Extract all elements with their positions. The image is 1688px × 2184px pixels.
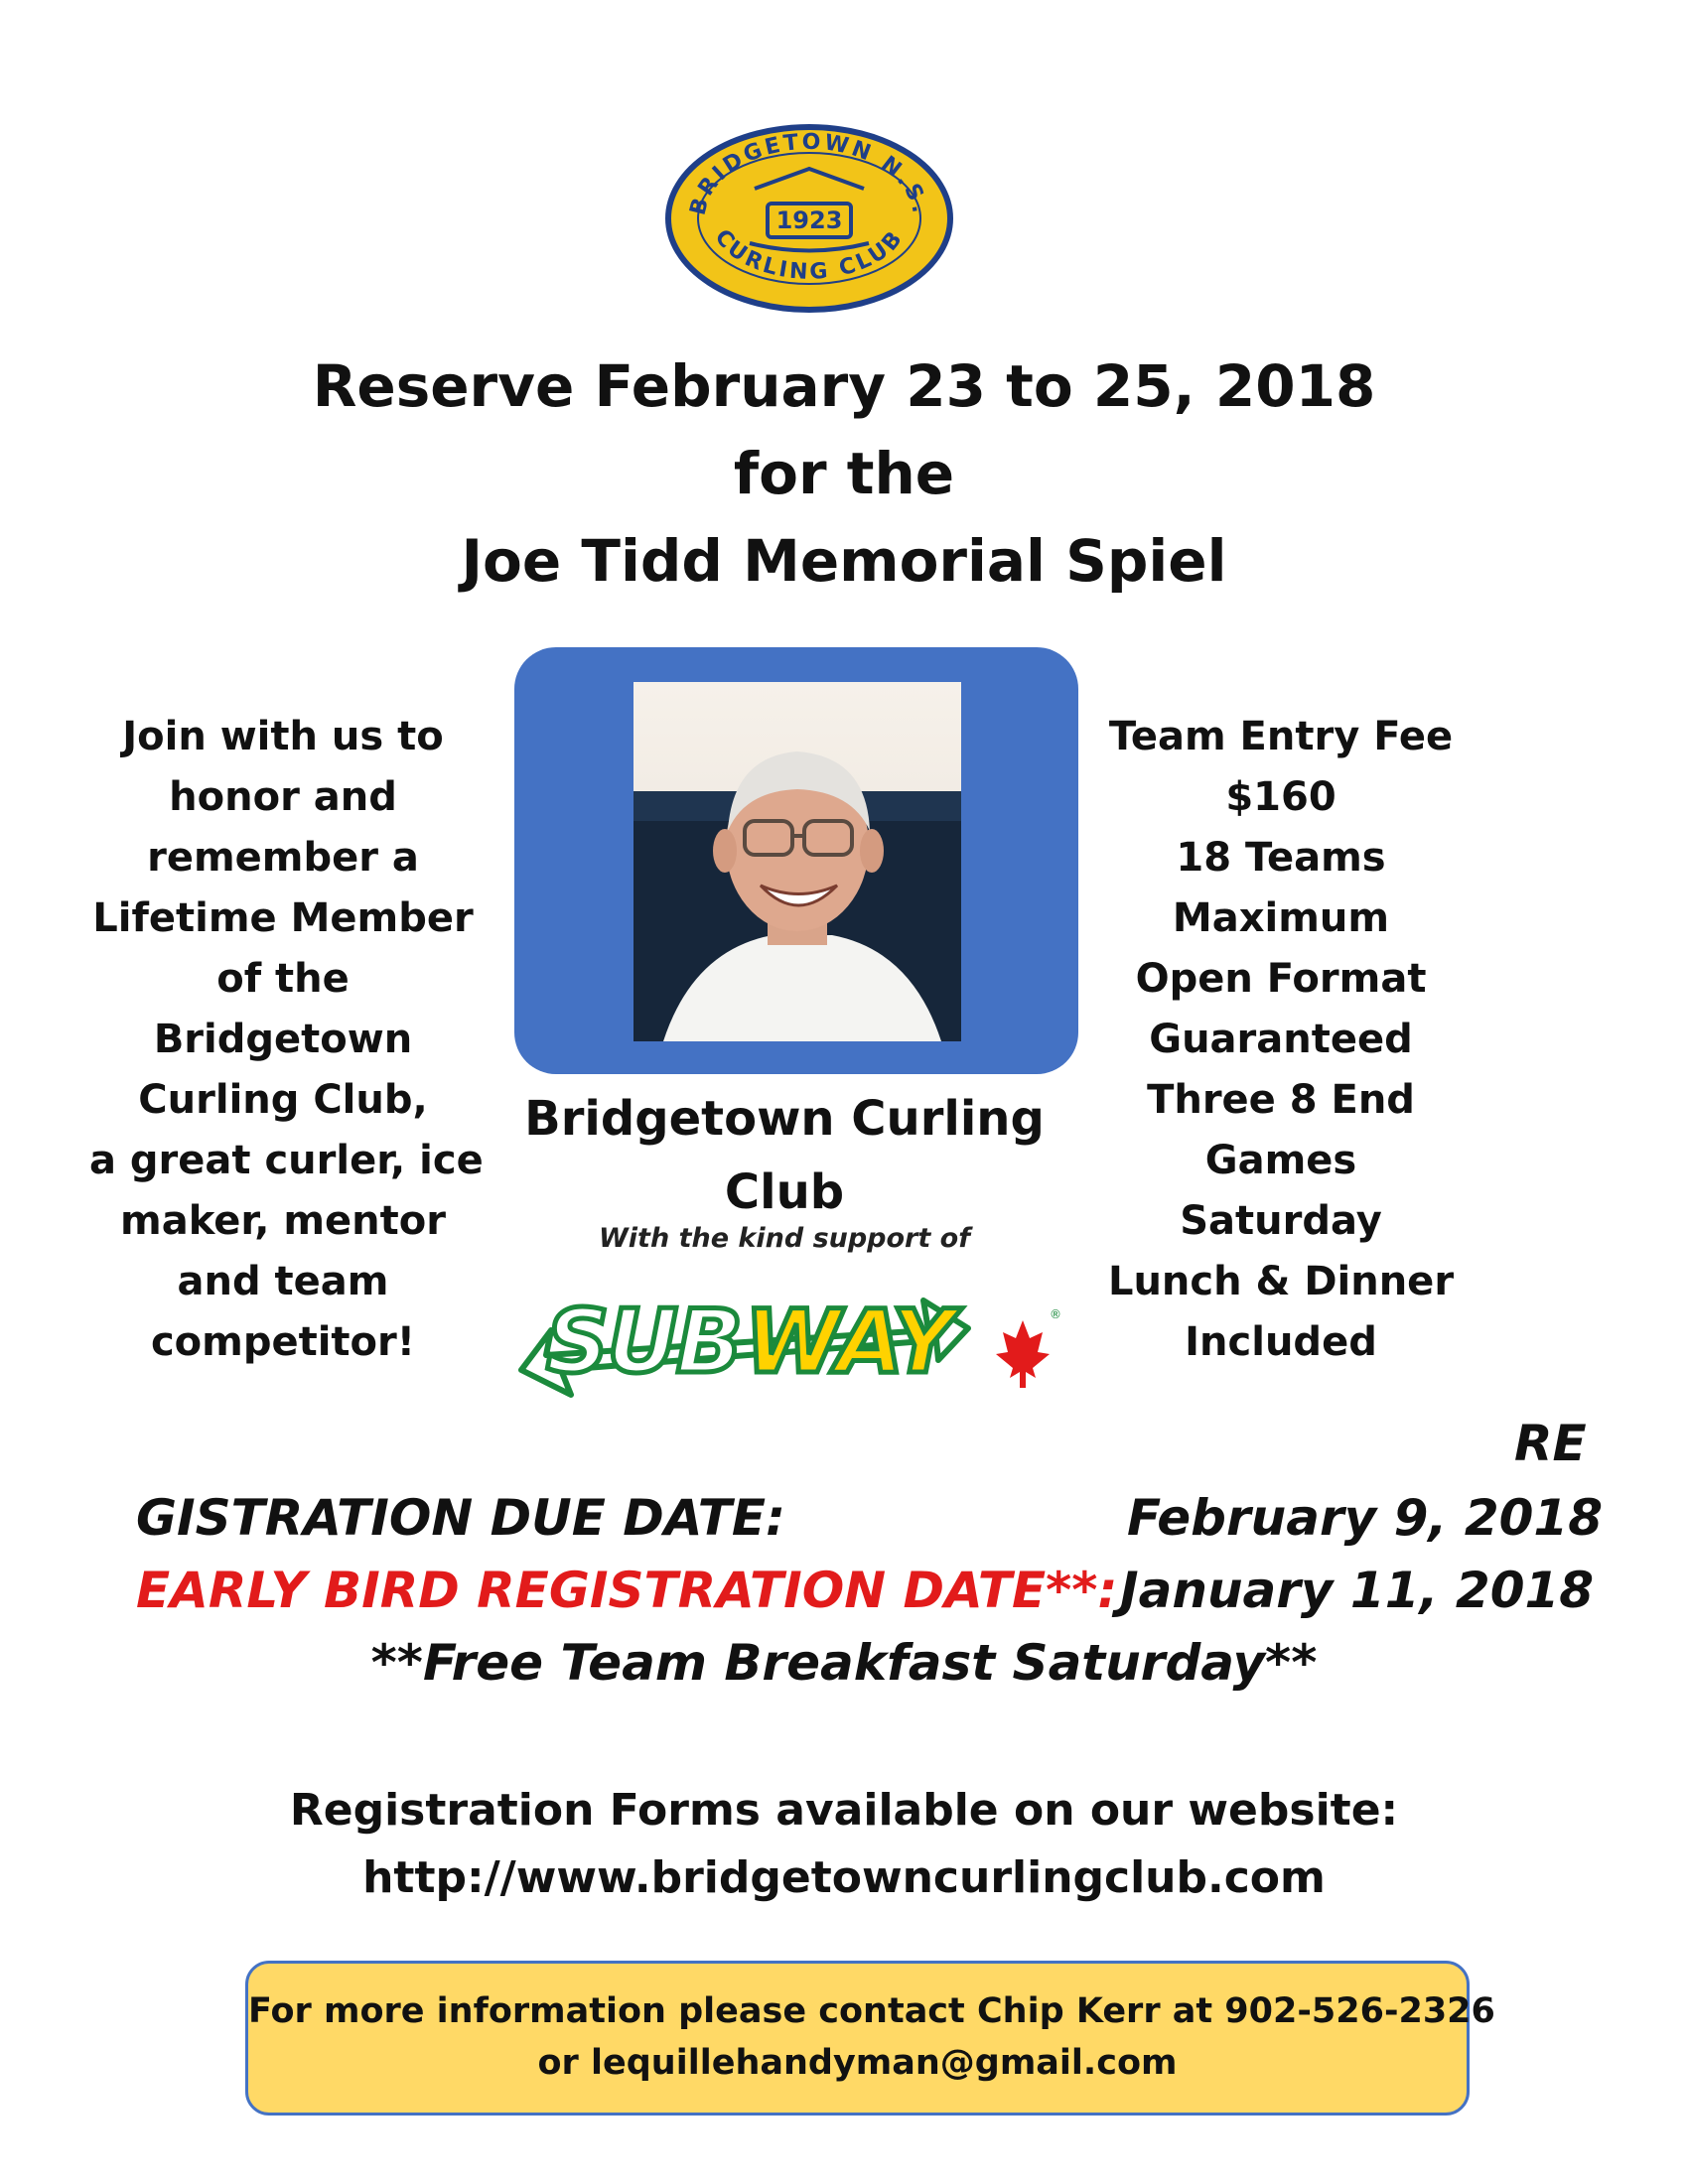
club-name bbox=[516, 1082, 1053, 1229]
tribute-line: Lifetime Member bbox=[92, 895, 474, 941]
contact-box bbox=[245, 1961, 1495, 2116]
contact-line-1: For more information please contact Chip Kerr at 902-526-2326 bbox=[248, 1991, 1495, 2031]
support-text: With the kind support of bbox=[599, 1223, 970, 1254]
website-link[interactable]: http://www.bridgetowncurlingclub.com bbox=[362, 1852, 1326, 1903]
contact-email[interactable]: or lequillehandyman@gmail.com bbox=[537, 2043, 1178, 2083]
detail-line: Three 8 End bbox=[1147, 1077, 1415, 1123]
photo-frame bbox=[514, 647, 1078, 1074]
detail-line: Team Entry Fee bbox=[1108, 714, 1454, 759]
detail-line: Included bbox=[1185, 1319, 1377, 1365]
subway-wordmark-sub: SUB bbox=[546, 1291, 741, 1393]
tribute-line: a great curler, ice bbox=[89, 1138, 484, 1183]
event-details bbox=[1072, 707, 1489, 1373]
tribute-line: Join with us to bbox=[122, 714, 444, 759]
subway-wordmark-way: WAY bbox=[745, 1291, 953, 1393]
svg-text:®: ® bbox=[1050, 1307, 1061, 1321]
headline-line-1: Reserve February 23 to 25, 2018 bbox=[312, 352, 1376, 420]
tribute-line: Curling Club, bbox=[138, 1077, 428, 1123]
detail-line: $160 bbox=[1225, 774, 1336, 820]
club-logo bbox=[660, 119, 958, 318]
detail-line: Lunch & Dinner bbox=[1107, 1259, 1455, 1304]
maple-leaf-icon bbox=[996, 1320, 1050, 1388]
tribute-line: competitor! bbox=[150, 1319, 416, 1365]
detail-line: Maximum bbox=[1172, 895, 1390, 941]
tribute-line: and team bbox=[177, 1259, 389, 1304]
logo-top-text: BRIDGETOWN N.S. bbox=[685, 129, 933, 218]
tribute-line: maker, mentor bbox=[120, 1198, 446, 1244]
breakfast-note: **Free Team Breakfast Saturday** bbox=[370, 1634, 1318, 1692]
club-name-line-2: Club bbox=[724, 1164, 845, 1220]
logo-bottom-text: CURLING CLUB bbox=[709, 224, 910, 285]
tribute-line: honor and bbox=[169, 774, 397, 820]
registration-due-label: GISTRATION DUE DATE: bbox=[136, 1489, 785, 1547]
tribute-line: Bridgetown bbox=[153, 1017, 413, 1062]
registration-due-date: February 9, 2018 bbox=[1127, 1489, 1603, 1547]
headline-line-2: for the bbox=[733, 440, 955, 507]
early-bird-label: EARLY BIRD REGISTRATION DATE**: bbox=[136, 1562, 1118, 1619]
headline-line-3: Joe Tidd Memorial Spiel bbox=[461, 527, 1227, 595]
club-name-line-1: Bridgetown Curling bbox=[524, 1091, 1045, 1147]
subway-logo bbox=[501, 1261, 1067, 1410]
tribute-line: remember a bbox=[147, 835, 419, 881]
detail-line: Guaranteed bbox=[1149, 1017, 1413, 1062]
detail-line: Saturday bbox=[1180, 1198, 1382, 1244]
registration-fragment: RE bbox=[1514, 1415, 1587, 1472]
detail-line: Games bbox=[1204, 1138, 1357, 1183]
detail-line: Open Format bbox=[1135, 956, 1427, 1002]
tribute-line: of the bbox=[216, 956, 350, 1002]
memorial-photo bbox=[633, 682, 961, 1041]
detail-line: 18 Teams bbox=[1176, 835, 1386, 881]
logo-year: 1923 bbox=[775, 206, 843, 234]
early-bird-date: January 11, 2018 bbox=[1120, 1562, 1595, 1619]
forms-text: Registration Forms available on our website: bbox=[289, 1785, 1399, 1836]
tribute-text bbox=[89, 707, 484, 1373]
